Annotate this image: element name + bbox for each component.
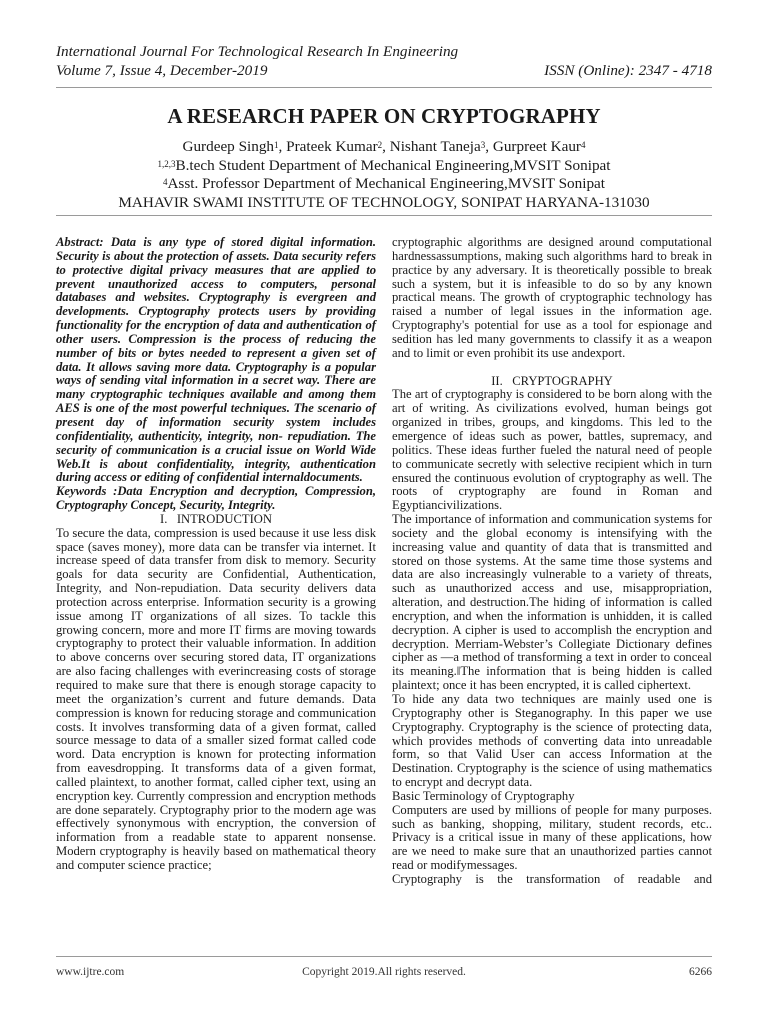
author-sup: 4 [581,140,586,150]
journal-info [56,42,458,80]
author-name: Prateek Kumar [286,138,378,155]
subheading-basic-terminology: Basic Terminology of Cryptography [392,788,575,803]
affiliation-students [0,157,768,176]
footer-website: www.ijtre.com [56,966,125,978]
paragraph: Computers are used by millions of people for many purposes. such as banking, shopping, military, student records, etc.. Privacy is a critical issue in many of these applications, how are we need to make sure that an unauthorized parties cannot read or modifymessages. [392,802,712,873]
continuation-text: cryptographic algorithms are designed around computational hardnessassumptions, making such algorithms hard to break in practice by any adversary. It is theoretically possible to break such a system, but it is infeasible to do so by any known practical means. The growth of cryptographic technology has raised a number of legal issues in the information age. Cryptography's potential for use as a tool for espionage and sedition has led many governments to classify it as a weapon and to limit or even prohibit its use andexport. [392,235,712,360]
affiliation-professor [0,175,768,194]
paper-title: A RESEARCH PAPER ON CRYPTOGRAPHY [167,104,601,128]
author-sup: 2 [377,140,383,150]
journal-issn: ISSN (Online): 2347 - 4718 [544,62,712,79]
left-column [56,236,376,873]
author-sup: 3 [480,140,486,150]
title-divider [56,215,712,216]
paragraph: The art of cryptography is considered to be born along with the art of writing. As civilizations evolved, human beings got organized in tribes, groups, and kingdoms. This led to the emergence of ideas such as power, battles, supremacy, and politics. These ideas further fueled the natural need of people to communicate secretly with selective recipient which in turn ensured the continuous evolution of cryptography as well. The roots of cryptography are found in Roman and Egyptiancivilizations. [392,387,712,513]
affiliation-sup: 4 [162,177,168,187]
introduction-text: To secure the data, compression is used because it use less disk space (saves money), more data can be transfer via internet. It increase speed of data transfer from disk to memory. Security goals for data security are Confidential, Authentication, Integrity, and Non-repudiation. Data security delivers data protection across enterprise. Information security is a growing issue among IT organizations of all sizes. To tackle this growing concern, more and more IT firms are moving towards cryptography to protect their valuable information. In addition to above concerns over securing stored data, IT organizations are also facing challenges with everincreasing costs of storage required to make sure that there is enough storage capacity to meet the organization’s current and future demands. Data compression is known for reducing storage and communication costs. It involves transforming data of a given format, called source message to data of a smaller sized format called code word. Data encryption is known for protecting information from eavesdropping. It transforms data of a given format, called plaintext, to another format, called cipher text, using an encryption key. Currently compression and encryption methods are done separately. Cryptography prior to the modern age was effectively synonymous with encryption, the conversion of information from a readable state to apparent nonsense. Modern cryptography is heavily based on mathematical theory and computer science practice; [56,525,377,872]
paragraph: Cryptography is the transformation of readable and [392,871,712,886]
page-number: 6266 [689,966,712,978]
paragraph: The importance of information and communication systems for society and the global economy is intensifying with the increasing value and quantity of data that is transmitted and stored on those systems. At the same time those systems and data are also increasingly vulnerable to a variety of threats, such as unauthorized access and use, misappropriation, alteration, and destruction.The hiding of information is called encryption, and when the information is unhidden, it is called decryption. A cipher is used to accomplish the encryption and decryption. Merriam-Webster’s Collegiate Dictionary defines cipher as ―a method of transforming a text in order to conceal its meaning.‖The information that is being hidden is called plaintext; once it has been encrypted, it is called ciphertext. [392,512,712,693]
author-name: Gurdeep Singh [182,138,275,155]
section-heading-introduction: I. INTRODUCTION [160,511,272,526]
affiliation-text: B.tech Student Department of Mechanical Engineering,MVSIT Sonipat [175,156,611,174]
affiliation-text: Asst. Professor Department of Mechanical Engineering,MVSIT Sonipat [167,175,606,192]
affiliation-sup: 1,2,3 [157,158,176,169]
header-divider [56,87,712,88]
journal-name: International Journal For Technological Research In Engineering [56,43,459,60]
author-name: Gurpreet Kaur [492,138,581,155]
author-name: Nishant Taneja [389,138,481,155]
paragraph: To hide any data two techniques are mainly used one is Cryptography other is Steganography. In this paper we use Cryptography. Cryptography is the science of protecting data, which provides methods of converting data into unreadable form, so that Valid User can access Information at the Destination. Cryptography is the science of using mathematics to encrypt and decrypt data. [392,692,712,790]
keywords: Keywords :Data Encryption and decryption, Compression, Cryptography Concept, Security, Integrity. [56,484,376,513]
author-block [0,138,768,212]
footer-copyright: Copyright 2019.All rights reserved. [302,966,466,978]
journal-volume: Volume 7, Issue 4, December-2019 [56,62,268,79]
institute-name: MAHAVIR SWAMI INSTITUTE OF TECHNOLOGY, SONIPAT HARYANA-131030 [118,193,650,211]
section-heading-cryptography: II. CRYPTOGRAPHY [491,373,613,388]
abstract: Abstract: Data is any type of stored digital information. Security is about the protection of assets. Data security refers to protective digital privacy measures that are applied to prevent unauthorized access to computers, personal databases and websites. Cryptography is evergreen and developments. Cryptography protects users by providing functionality for the encryption of data and authentication of other users. Compression is the process of reducing the number of bits or bytes needed to represent a given set of data. It allows saving more data. Cryptography is a popular ways of sending vital information in a secret way. There are many cryptographic techniques available and among them AES is one of the most powerful techniques. The scenario of present day of information security system includes confidentiality, authenticity, integrity, non- repudiation. The security of communication is a crucial issue on World Wide Web.It is about confidentiality, integrity, authentication during access or editing of confidential internaldocuments. [56,235,376,485]
footer-divider [56,956,712,957]
author-sup: 1 [274,140,279,150]
author-names: Gurdeep Singh$^1$, Prateek Kumar$^2$, Nishant Taneja$^3$, Gurpreet Kaur$^4$ [182,138,586,155]
right-column [392,236,712,887]
